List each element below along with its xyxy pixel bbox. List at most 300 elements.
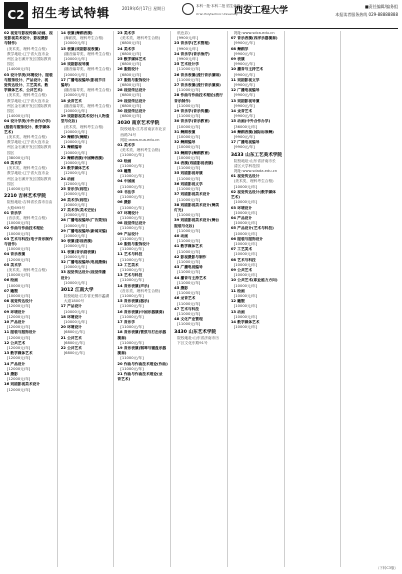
tuition-fee: [11000元/年] xyxy=(177,249,201,254)
major-entry: 34 表演(戏剧影视表演) xyxy=(174,161,214,166)
major-entry: 30 视觉传达设计 xyxy=(117,109,146,114)
major-entry: 23 数字媒体艺术 xyxy=(60,166,90,171)
tuition-fee: [10000元/年] xyxy=(63,109,87,114)
tuition-fee: [10000元/年] xyxy=(63,233,87,238)
tuition-fee: [6800元/年] xyxy=(120,62,142,67)
entry-note: 院校地址:山东省济南市长 xyxy=(233,158,276,163)
major-entry: 33 舞蹈学(舞蹈教育) xyxy=(174,150,210,155)
tuition-fee: [11000元/年] xyxy=(177,259,201,264)
major-entry: 05 美术学 xyxy=(4,262,22,267)
tuition-fee: [10000元/年] xyxy=(177,124,201,129)
tuition-fee: [11000元/年] xyxy=(120,184,144,189)
major-entry: 24 动画 xyxy=(60,176,75,181)
tuition-fee: [14000元/年] xyxy=(7,67,31,72)
tuition-fee: [11000元/年] xyxy=(120,366,144,371)
tuition-fee: [10000元/年] xyxy=(233,221,258,226)
tuition-fee: [10000元/年] xyxy=(63,254,87,259)
tuition-fee: [10000元/年] xyxy=(63,280,87,285)
university-name: 西安工程大学 xyxy=(234,6,289,16)
major-entry: 15 表演(戏剧影视表演) xyxy=(60,46,100,51)
major-entry: 46 录音艺术 xyxy=(174,296,196,301)
major-entry: 13 动画 xyxy=(230,309,245,314)
entry-note: 网址:www.sdada.edu.cn xyxy=(233,169,278,174)
major-entry: 31 表演(音乐剧表演) xyxy=(60,249,97,254)
tuition-fee: [11000元/年] xyxy=(177,239,201,244)
major-entry: 觉影视美术设计、影视摄影 xyxy=(4,36,49,41)
major-entry: 12 公共艺术 xyxy=(4,340,26,345)
tuition-fee: [10000元/年] xyxy=(63,140,87,145)
major-entry: 16 戏剧影视导演 xyxy=(60,62,90,67)
entry-note: 院校地址:江苏省南京市北京 xyxy=(120,127,166,132)
major-entry: 编导) xyxy=(60,83,70,88)
tuition-fee: [10000元/年] xyxy=(233,231,258,236)
entry-note: 网址:www.sdca.edu.cn xyxy=(233,31,275,35)
major-entry: 12 雕塑 xyxy=(230,299,245,304)
major-entry: 19 音乐表演(钢琴与键盘乐器 xyxy=(117,345,167,350)
major-entry: 12 广播电视编导 xyxy=(230,88,260,93)
major-entry: 03 雕塑 xyxy=(117,169,132,174)
major-entry: 05 产品设计(艺术与科技) xyxy=(230,226,274,231)
masthead-divider xyxy=(4,28,398,29)
major-entry: 14 音乐表演(声乐) xyxy=(117,283,150,288)
major-entry: 10 服装与服饰设计 xyxy=(117,241,150,246)
article-columns xyxy=(4,31,398,567)
tuition-fee: [11000元/年] xyxy=(120,257,144,262)
tuition-fee: [10000元/年] xyxy=(7,273,31,278)
major-entry: 10 播音与主持艺术 xyxy=(230,67,264,72)
major-entry: 02 绘画 xyxy=(117,158,132,163)
tuition-fee: [10000元/年] xyxy=(233,325,258,330)
major-entry: 20 环境设计 xyxy=(60,325,82,330)
major-entry: 18 环境设计 xyxy=(60,314,82,319)
major-entry: 15 动画(中外合作办学) xyxy=(230,119,271,124)
major-entry: 37 戏剧影视美术设计 xyxy=(174,192,211,197)
major-entry: 14 数字媒体艺术 xyxy=(230,319,260,324)
tuition-fee: [6800元/年] xyxy=(63,330,85,335)
text-column-6 xyxy=(288,31,342,567)
major-entry: 16 音乐表演(中国乐器演奏) xyxy=(117,309,165,314)
university-english-name: Xi'an Polytechnic University xyxy=(196,12,238,16)
tuition-fee: [10000元/年] xyxy=(177,155,201,160)
entry-note: 教学地址:辽宁省大连市金 xyxy=(7,140,49,145)
major-entry: 15 音乐表演(器乐) xyxy=(117,299,150,304)
tuition-fee: [10000元/年] xyxy=(63,265,87,270)
tuition-fee: [10000元/年] xyxy=(233,304,258,309)
tuition-fee: [10000元/年] xyxy=(63,192,87,197)
entry-note: (美术类，理科考生合格) xyxy=(233,179,274,184)
tuition-fee: [11000元/年] xyxy=(177,103,201,108)
tuition-fee: [9900元/年] xyxy=(233,135,255,140)
tuition-fee: [9900元/年] xyxy=(233,114,255,119)
tuition-fee: [10000元/年] xyxy=(63,41,87,46)
tuition-fee: [9900元/年] xyxy=(177,46,199,51)
tuition-fee: [11000元/年] xyxy=(177,114,201,119)
text-column-7 xyxy=(344,31,398,567)
major-entry: 22 公共艺术 xyxy=(60,345,82,350)
major-entry: 02 视觉与影视传媒(动画、视 xyxy=(4,31,53,35)
text-column-2 xyxy=(61,31,115,567)
tuition-fee: [11000元/年] xyxy=(177,291,201,296)
major-entry: 13 数字媒体艺术 xyxy=(4,351,33,356)
tuition-fee: [11000元/年] xyxy=(120,304,144,309)
tuition-fee: [10000元/年] xyxy=(63,72,87,77)
major-entry: 20 作曲与作曲技术理论(作曲) xyxy=(117,361,168,366)
entry-note: 园区 xyxy=(7,62,15,67)
major-entry: 26 服装设计 xyxy=(117,67,139,72)
major-entry: 09 产品设计 xyxy=(117,231,139,236)
major-entry: 04 音乐表演 xyxy=(4,252,26,257)
tuition-fee: [10000元/年] xyxy=(63,57,87,62)
tuition-fee: [6800元/年] xyxy=(120,51,142,56)
entry-note: 教学地址:辽宁省大连市金 xyxy=(7,98,49,103)
major-entry: 29 视觉传达设计 xyxy=(117,98,146,103)
tuition-fee: [11000元/年] xyxy=(177,176,201,181)
tuition-fee: [10000元/年] xyxy=(177,135,201,140)
reader-hotline: 本报读者服务热线 029-88888888 xyxy=(335,12,398,17)
major-entry: 30 表演(影视表演) xyxy=(60,239,93,244)
major-entry: 40 动画 xyxy=(174,233,188,238)
text-column-4 xyxy=(174,31,228,567)
text-column-3 xyxy=(117,31,171,567)
paper-name: 招生考试特辑 xyxy=(32,6,111,20)
major-entry: 灯光) xyxy=(174,207,184,212)
tuition-fee: [6800元/年] xyxy=(63,351,85,356)
tuition-fee: [12000元/年] xyxy=(63,171,87,176)
major-entry: 14 录音艺术 xyxy=(230,109,253,114)
major-entry: 04 设计学类(中外合作办学) xyxy=(4,119,51,124)
major-entry: 03 设计学类(环境设计、服装 xyxy=(4,72,53,77)
major-entry: 29 广播电视编导(新闻采编) xyxy=(60,228,108,233)
tuition-fee: [6800元/年] xyxy=(120,114,142,119)
tuition-fee: [11000元/年] xyxy=(177,228,201,233)
major-entry: 30 音乐学(音乐教育) xyxy=(174,119,210,124)
text-column-1 xyxy=(4,31,58,567)
major-entry: 32 舞蹈编导 xyxy=(174,140,196,145)
tuition-fee: [12000元/年] xyxy=(7,387,31,392)
tuition-fee: [10000元/年] xyxy=(63,202,87,207)
tuition-fee: [10000元/年] xyxy=(177,145,201,150)
major-entry: 26 美术学(师范) xyxy=(60,197,89,202)
major-entry: 20 舞蹈学(舞蹈) xyxy=(60,135,89,140)
tuition-fee: [11000元/年] xyxy=(177,280,201,285)
major-entry: 18 录音艺术 xyxy=(60,98,82,103)
major-entry: 25 音乐学(师范) xyxy=(60,187,89,192)
tuition-fee: [10000元/年] xyxy=(63,213,87,218)
tuition-fee: [10000元/年] xyxy=(233,293,258,298)
major-entry: 28 作曲与作曲技术理论(流行 xyxy=(174,93,223,98)
major-entry: 09 环境设计 xyxy=(4,309,26,314)
major-entry: 服装与化妆) xyxy=(174,223,195,228)
tuition-fee: [11000元/年] xyxy=(177,197,201,202)
tuition-fee: [9900元/年] xyxy=(233,62,255,67)
major-entry: 09 表演 xyxy=(230,57,245,62)
major-entry: 21 公共艺术 xyxy=(60,335,82,340)
tuition-fee: [11000元/年] xyxy=(120,226,144,231)
entry-note: 园区 xyxy=(7,181,15,186)
tuition-fee: [11000元/年] xyxy=(120,247,144,252)
major-entry: 38 戏剧影视美术设计(舞美 xyxy=(174,202,220,207)
institution-heading: 2210 吉林艺术学院 xyxy=(4,194,46,200)
major-entry: 08 视觉传达设计 xyxy=(117,221,146,226)
major-entry: 16 舞蹈表演(国际标准舞) xyxy=(230,129,274,134)
major-entry: 17 音乐学 xyxy=(117,319,135,324)
tuition-fee: [11000元/年] xyxy=(177,270,201,275)
tuition-fee: [11000元/年] xyxy=(120,293,144,298)
tuition-fee: [12000元/年] xyxy=(7,345,31,350)
tuition-fee: [9900元/年] xyxy=(233,93,255,98)
major-entry: 艺术) xyxy=(4,129,14,134)
major-entry: 08 舞蹈学 xyxy=(230,46,249,51)
tuition-fee: [11000元/年] xyxy=(120,278,144,283)
tuition-fee: [10000元/年] xyxy=(7,293,31,298)
entry-note: 清区大学科技园 xyxy=(233,163,260,168)
tuition-fee: [10000元/年] xyxy=(233,252,258,257)
entry-note: (舞蹈类，理科考生合格) xyxy=(63,36,104,41)
entry-note: (播音编导类，理科考生合格) xyxy=(63,103,111,108)
entry-note: (播音编导类，理科考生合格) xyxy=(63,88,111,93)
tuition-fee: [11000元/年] xyxy=(120,195,144,200)
major-entry: 13 戏剧影视导演 xyxy=(230,98,260,103)
tuition-fee: [10000元/年] xyxy=(63,319,87,324)
tuition-fee: [11000元/年] xyxy=(177,166,201,171)
major-entry: 01 音乐学 xyxy=(4,210,22,215)
tuition-fee: [12000元/年] xyxy=(7,325,31,330)
major-entry: 17 广播电视编导(影视节目 xyxy=(60,77,106,82)
tuition-fee: [38000元/年] xyxy=(7,155,31,160)
tuition-fee: [36000元/年] xyxy=(233,124,258,129)
major-entry: 29 音乐学(音乐传播) xyxy=(174,109,210,114)
major-entry: 26 音乐表演(流行音乐演唱) xyxy=(174,72,221,77)
major-entry: 05 书法学 xyxy=(117,189,135,194)
major-entry: 音乐制作) xyxy=(174,98,191,103)
entry-note: (美术类，理科考生合格) xyxy=(7,93,47,98)
major-entry: 25 数字媒体艺术 xyxy=(117,57,146,62)
tuition-fee: [12000元/年] xyxy=(7,335,31,340)
major-entry: 01 视觉传达设计 xyxy=(230,174,260,179)
major-entry: 33 视觉传达设计(视觉传播 xyxy=(60,270,106,275)
major-entry: 与创作) xyxy=(4,241,17,246)
tuition-fee: [12000元/年] xyxy=(7,356,31,361)
tuition-fee: [11000元/年] xyxy=(120,236,144,241)
major-entry: 07 环境设计 xyxy=(117,210,139,215)
tuition-fee: [10000元/年] xyxy=(63,223,87,228)
major-entry: 27 美术学(美术史论) xyxy=(60,207,97,212)
editor-credit: ■责任编辑/编务组 xyxy=(364,4,398,9)
major-entry: 06 服装与服饰设计 xyxy=(230,236,264,241)
tuition-fee: [10000元/年] xyxy=(233,210,258,215)
major-entry: 11 绘画 xyxy=(230,288,245,293)
entry-note: 教学地址:辽宁省大连市金 xyxy=(7,51,49,56)
entry-note: (播音编导类，理科考生合格) xyxy=(63,51,111,56)
tuition-fee: [11000元/年] xyxy=(120,356,144,361)
major-entry: 11 艺术与科技 xyxy=(117,252,143,257)
major-entry: 型与化妆) xyxy=(60,119,78,124)
tuition-fee: [12000元/年] xyxy=(7,314,31,319)
major-entry: 演奏) xyxy=(117,351,127,356)
major-entry: 演奏) xyxy=(117,335,127,340)
major-entry: 25 艺术设计学 xyxy=(174,62,199,67)
major-entry: 觉传达设计、工艺美术、数 xyxy=(4,83,49,88)
tuition-fee: [9900元/年] xyxy=(233,41,255,46)
tuition-fee: [11000元/年] xyxy=(177,301,201,306)
tuition-fee: [11000元/年] xyxy=(120,174,144,179)
tuition-fee: [11000元/年] xyxy=(120,325,144,330)
major-entry: 06 绘画 xyxy=(4,278,18,283)
tuition-fee: [6800元/年] xyxy=(120,72,142,77)
entry-note: (美术类，理科考生合格) xyxy=(120,148,161,153)
tuition-fee: [6800元/年] xyxy=(63,340,85,345)
entry-note: 西路74号 xyxy=(120,132,137,137)
major-entry: 23 音乐学(艺术管理) xyxy=(174,41,210,46)
entry-note: (美术类，理科考生合格) xyxy=(7,267,47,272)
major-entry: 44 播音与主持艺术 xyxy=(174,275,207,280)
major-entry: 10 公共艺术(职业能力方向) xyxy=(230,278,278,283)
major-entry: 03 环境设计 xyxy=(230,205,253,210)
continued-to-label: （下转C3版） xyxy=(375,566,398,570)
institution-heading: 3433 山东工艺美术学院 xyxy=(230,152,282,158)
publication-date: 2019年6月17日 星期日 xyxy=(122,6,166,11)
tuition-fee: [9900元/年] xyxy=(177,57,199,62)
tuition-fee: [10000元/年] xyxy=(233,262,258,267)
entry-note: 院校地址:江苏省无锡市蠡湖 xyxy=(63,293,110,298)
major-entry: 12 工艺美术 xyxy=(117,262,139,267)
tuition-fee: [10000元/年] xyxy=(7,283,31,288)
entry-note: (美术类，理科考生合格) xyxy=(120,36,161,41)
tuition-fee: [10000元/年] xyxy=(63,93,87,98)
major-entry: 43 广播电视编导 xyxy=(174,265,203,270)
major-entry: 45 摄影 xyxy=(174,285,188,290)
tuition-fee: [9900元/年] xyxy=(177,36,199,41)
major-entry: 14 产品设计 xyxy=(4,361,26,366)
tuition-fee: [9900元/年] xyxy=(233,145,255,150)
entry-note: 州区金石滩开发区国际教育 xyxy=(7,145,52,150)
university-ad-line: 本科一批·本科二批 招生代码：3010 xyxy=(196,4,253,8)
major-entry: 32 广播电视编导(电视摄像) xyxy=(60,259,108,264)
tuition-fee: [9900元/年] xyxy=(233,51,255,56)
entry-note: (美术类，理科考生合格) xyxy=(7,135,47,140)
tuition-fee: [10000元/年] xyxy=(63,150,87,155)
major-entry: 07 雕塑 xyxy=(4,288,18,293)
institution-heading: 3012 江南大学 xyxy=(60,287,94,293)
tuition-fee: [10000元/年] xyxy=(233,200,258,205)
major-entry: 05 美术学 xyxy=(4,161,22,166)
major-entry: 10 产品设计 xyxy=(4,319,26,324)
tuition-fee: [11000元/年] xyxy=(177,187,201,192)
major-entry: 21 舞蹈编导 xyxy=(60,145,82,150)
major-entry: 16 戏剧影视美术设计 xyxy=(4,382,40,387)
tuition-fee: [10000元/年] xyxy=(7,247,31,252)
tuition-fee: [11000元/年] xyxy=(120,205,144,210)
tuition-fee: [10000元/年] xyxy=(7,231,31,236)
tuition-fee: [11000元/年] xyxy=(120,215,144,220)
entry-note: 院校地址:山东省济南市历 xyxy=(177,335,219,340)
major-entry: 35 戏剧影视导演 xyxy=(174,171,203,176)
tuition-fee: [11000元/年] xyxy=(177,322,201,327)
tuition-fee: [12000元/年] xyxy=(7,377,31,382)
institution-heading: 3430 山东艺术学院 xyxy=(174,329,217,335)
major-entry: 03 艺术与科技(电子音乐制作 xyxy=(4,236,53,241)
major-entry: 艺术) xyxy=(230,195,240,200)
university-logo-icon xyxy=(182,3,194,15)
tuition-fee: [9900元/年] xyxy=(233,72,255,77)
major-entry: 02 视觉传达设计(数字媒体 xyxy=(230,189,276,194)
major-entry: 19 戏剧影视美术设计(人物造 xyxy=(60,114,110,119)
major-entry: 17 广播电视编导 xyxy=(230,140,260,145)
entry-note: 大道1800号 xyxy=(63,299,85,304)
major-entry: 41 数字媒体艺术 xyxy=(174,244,203,249)
tuition-fee: [10000元/年] xyxy=(7,221,31,226)
major-entry: 11 戏剧影视文学 xyxy=(230,77,260,82)
major-entry: 01 美术学 xyxy=(117,143,135,148)
major-entry: 27 音乐表演(流行音乐演奏) xyxy=(174,83,221,88)
major-entry: 28 广播电视编导(广告策划) xyxy=(60,218,108,223)
major-entry: 设计) xyxy=(60,275,70,280)
major-entry: 07 音乐表演(西洋乐器演奏) xyxy=(230,36,278,41)
entry-note: (美术类，理科考生合格) xyxy=(7,46,47,51)
entry-note: (美术类，理科考生合格) xyxy=(7,166,47,171)
entry-note: (音乐类，理科考生合格) xyxy=(7,215,47,220)
major-entry: 13 艺术与科技 xyxy=(117,273,143,278)
masthead xyxy=(4,2,398,28)
major-entry: 字媒体艺术、公共艺术) xyxy=(4,88,43,93)
major-entry: 06 摄影 xyxy=(117,200,132,205)
tuition-fee: [12000元/年] xyxy=(7,304,31,309)
tuition-fee: [6800元/年] xyxy=(120,103,142,108)
tuition-fee: [14000元/年] xyxy=(7,187,31,192)
major-entry: 18 音乐表演(管弦与打击乐器 xyxy=(117,330,167,335)
tuition-fee: [10000元/年] xyxy=(233,314,258,319)
tuition-fee: [11000元/年] xyxy=(177,67,201,72)
entry-note: 院校地址:吉林省长春市自由 xyxy=(7,200,53,205)
tuition-fee: [10000元/年] xyxy=(233,241,258,246)
major-entry: 与服饰设计、产品设计、视 xyxy=(4,77,49,82)
entry-note: 州区金石滩开发区国际教育 xyxy=(7,57,52,62)
major-entry: 17 产品设计 xyxy=(60,304,82,309)
major-entry: 09 公共艺术 xyxy=(230,267,253,272)
major-entry: 04 中国画 xyxy=(117,179,135,184)
tuition-fee: [6800元/年] xyxy=(120,93,142,98)
tuition-fee: [11000元/年] xyxy=(120,153,144,158)
major-entry: 36 戏剧影视文学 xyxy=(174,181,203,186)
tuition-fee: [11000元/年] xyxy=(120,163,144,168)
major-entry: 23 美术学 xyxy=(117,31,135,35)
tuition-fee: [14000元/年] xyxy=(7,114,31,119)
major-entry: 24 音乐学(音乐治疗) xyxy=(174,51,210,56)
tuition-fee: [10000元/年] xyxy=(233,283,258,288)
major-entry: 14 表演(舞蹈表演) xyxy=(60,31,93,35)
entry-note: 园区 xyxy=(7,150,15,155)
entry-note: (美术类，理科考生合格) xyxy=(63,124,104,129)
institution-heading: 3030 南京艺术学院 xyxy=(117,121,160,127)
entry-note: (音乐类，理科考生合格) xyxy=(120,288,161,293)
major-entry: 08 视觉传达设计 xyxy=(4,299,33,304)
tuition-fee: [12000元/年] xyxy=(7,257,31,262)
major-entry: 08 艺术与科技 xyxy=(230,257,256,262)
major-entry: 与制作) xyxy=(4,41,17,46)
tuition-fee: [6800元/年] xyxy=(120,83,142,88)
entry-note: 机色彩) xyxy=(177,31,190,35)
tuition-fee: [9900元/年] xyxy=(233,83,255,88)
entry-note: 网址:www.nua.edu.cn xyxy=(120,137,160,142)
entry-note: 州区金石滩开发区国际教育 xyxy=(7,103,52,108)
major-entry: 21 作曲与作曲技术理论(录 xyxy=(117,372,163,376)
tuition-fee: [11000元/年] xyxy=(120,340,144,345)
major-entry: 47 艺术与科技 xyxy=(174,306,199,311)
text-column-5 xyxy=(231,31,285,567)
major-entry: 02 作曲与作曲技术理论 xyxy=(4,226,44,231)
major-entry: 28 视觉传达设计 xyxy=(117,88,146,93)
major-entry: 39 戏剧影视美术设计(舞台 xyxy=(174,218,220,223)
